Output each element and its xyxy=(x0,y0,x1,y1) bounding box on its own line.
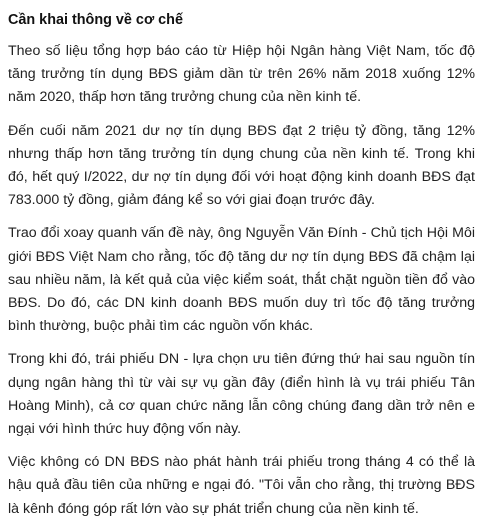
section-heading: Cần khai thông về cơ chế xyxy=(8,12,183,28)
paragraph-corporate-bonds: Trong khi đó, trái phiếu DN - lựa chọn ưu tiên đứng thứ hai sau nguồn tín dụng ngân hàng thì từ vài sự vụ gần đây (điển hình là vụ trái phiếu Tân Hoàng Minh), cả cơ quan chức năng lẫn công chúng đang dần trở nên e ngại với hình thức huy động vốn này. xyxy=(8,351,475,438)
paragraph-expert-opinion: Trao đổi xoay quanh vấn đề này, ông Nguyễn Văn Đính - Chủ tịch Hội Môi giới BĐS Việt Nam cho rằng, tốc độ tăng dư nợ tín dụng BĐS đã chậm lại sau nhiều năm, là kết quả của việc kiểm soát, thắt chặt nguồn tiền đổ vào BĐS. Do đó, các DN kinh doanh BĐS muốn duy trì tốc độ tăng trưởng bình thường, buộc phải tìm các nguồn vốn khác. xyxy=(8,225,475,335)
paragraph-no-bond-issuance: Việc không có DN BĐS nào phát hành trái phiếu trong tháng 4 có thể là hậu quả đầu tiên của những e ngại đó. "Tôi vẫn cho rằng, thị trường BĐS là kênh đóng góp rất lớn vào sự phát triển chung của nền kinh tế. xyxy=(8,454,475,517)
paragraph-credit-growth: Theo số liệu tổng hợp báo cáo từ Hiệp hội Ngân hàng Việt Nam, tốc độ tăng trưởng tín dụng BĐS giảm dần từ trên 26% năm 2018 xuống 12% năm 2020, thấp hơn tăng trưởng chung của nền kinh tế. xyxy=(8,43,475,106)
paragraph-outstanding-debt: Đến cuối năm 2021 dư nợ tín dụng BĐS đạt 2 triệu tỷ đồng, tăng 12% nhưng thấp hơn tăng trưởng tín dụng chung của nền kinh tế. Trong khi đó, hết quý I/2022, dư nợ tín dụng đối với hoạt động kinh doanh BĐS đạt 783.000 tỷ đồng, giảm đáng kể so với giai đoạn trước đây. xyxy=(8,122,475,209)
